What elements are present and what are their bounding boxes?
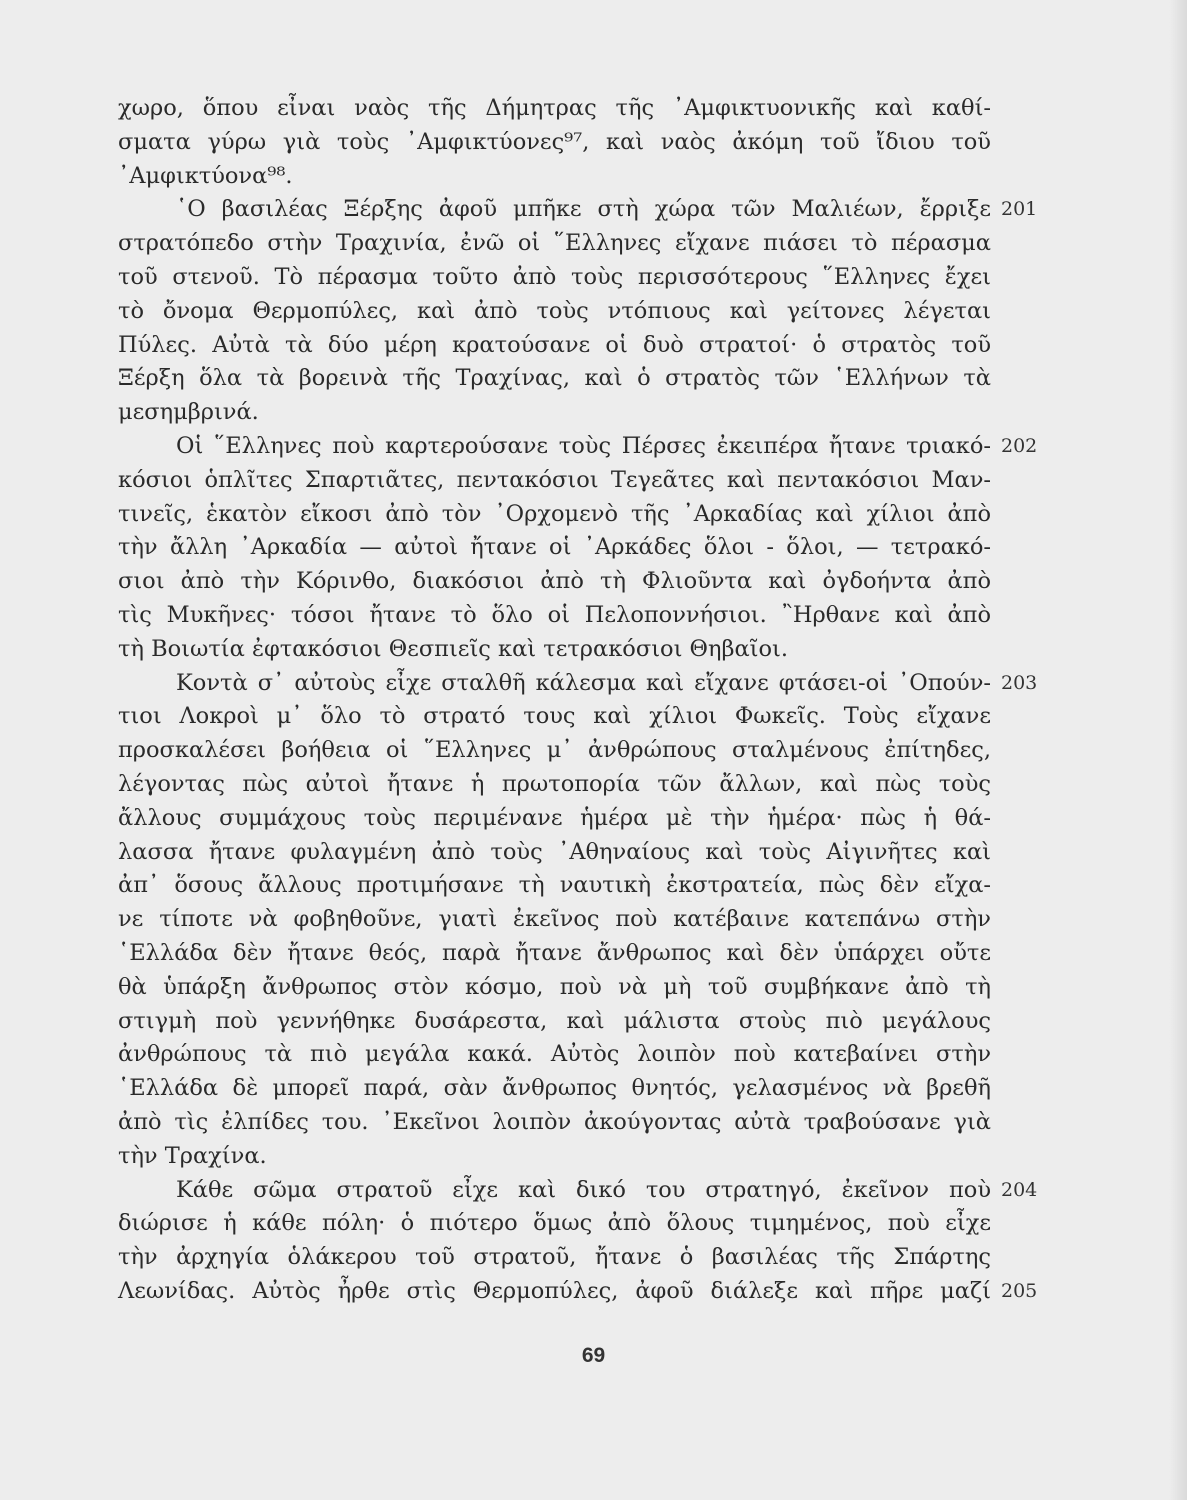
text-line-content: τοῦ στενοῦ. Τὸ πέρασμα τοῦτο ἀπὸ τοὺς περισσότερους ῞Ελληνες ἔχει xyxy=(118,263,991,290)
text-line-content: τὴν ἀρχηγία ὁλάκερου τοῦ στρατοῦ, ἤτανε ὁ βασιλέας τῆς Σπάρτης xyxy=(118,1244,991,1271)
text-line-content: Λεωνίδας. Αὐτὸς ἦρθε στὶς Θερμοπύλες, ἀφοῦ διάλεξε καὶ πῆρε μαζί xyxy=(118,1277,991,1304)
text-line-content: ἄλλους συμμάχους τοὺς περιμένανε ἡμέρα μὲ τὴν ἡμέρα· πὼς ἡ θά- xyxy=(118,804,991,831)
text-line-content: προσκαλέσει βοήθεια οἱ ῞Ελληνες μ᾿ ἀνθρώπους σταλμένους ἐπίτηδες, xyxy=(118,737,991,764)
text-line xyxy=(118,1072,991,1106)
text-line-content: ἀπὸ τὶς ἐλπίδες του. ᾿Εκεῖνοι λοιπὸν ἀκούγοντας αὐτὰ τραβούσανε γιὰ xyxy=(118,1108,991,1135)
text-line-content: ῾Ελλάδα δὲ μπορεῖ παρά, σὰν ἄνθρωπος θνητός, γελασμένος νὰ βρεθῆ xyxy=(118,1075,991,1102)
text-line xyxy=(118,160,991,194)
section-number: 202 xyxy=(1001,434,1038,457)
page-number: 69 xyxy=(581,1344,606,1367)
text-line-content: τινεῖς, ἑκατὸν εἴκοσι ἀπὸ τὸν ᾿Ορχομενὸ τῆς ᾿Αρκαδίας καὶ χίλιοι ἀπὸ xyxy=(118,500,991,527)
text-line-content: στιγμὴ ποὺ γεννήθηκε δυσάρεστα, καὶ μάλιστα στοὺς πιὸ μεγάλους xyxy=(118,1007,991,1034)
text-line-content: θὰ ὑπάρξη ἄνθρωπος στὸν κόσμο, ποὺ νὰ μὴ τοῦ συμβήκανε ἀπὸ τὴ xyxy=(118,973,991,1000)
text-line-content: ἀνθρώπους τὰ πιὸ μεγάλα κακά. Αὐτὸς λοιπὸν ποὺ κατεβαίνει στὴν xyxy=(118,1041,991,1068)
text-line xyxy=(118,700,991,734)
text-line-content: τὸ ὄνομα Θερμοπύλες, καὶ ἀπὸ τοὺς ντόπιους καὶ γείτονες λέγεται xyxy=(118,297,991,324)
text-line-content: σματα γύρω γιὰ τοὺς ᾿Αμφικτύονες⁹⁷, καὶ ναὸς ἀκόμη τοῦ ἴδιου τοῦ xyxy=(118,128,991,155)
text-line xyxy=(118,1005,991,1039)
section-number: 203 xyxy=(1001,671,1038,694)
text-line-content: μεσημβρινά. xyxy=(118,399,259,426)
text-line xyxy=(118,903,991,937)
text-line xyxy=(118,599,991,633)
text-line-content: ἀπ᾿ ὅσους ἄλλους προτιμήσανε τὴ ναυτικὴ ἐκστρατεία, πὼς δὲν εἴχα- xyxy=(118,872,991,899)
section-number: 204 xyxy=(1001,1178,1038,1201)
text-line xyxy=(118,329,991,363)
text-line-content: Ξέρξη ὅλα τὰ βορεινὰ τῆς Τραχίνας, καὶ ὁ στρατὸς τῶν ῾Ελλήνων τὰ xyxy=(118,365,991,392)
section-number: 205 xyxy=(1001,1279,1038,1302)
text-line xyxy=(118,937,991,971)
text-line xyxy=(118,1174,1038,1208)
text-line-content: λέγοντας πὼς αὐτοὶ ἤτανε ἡ πρωτοπορία τῶν ἄλλων, καὶ πὼς τοὺς xyxy=(118,770,991,797)
text-line xyxy=(118,193,1038,227)
text-line-content: νε τίποτε νὰ φοβηθοῦνε, γιατὶ ἐκεῖνος ποὺ κατέβαινε κατεπάνω στὴν xyxy=(118,906,991,933)
text-line xyxy=(118,261,991,295)
text-line-content: κόσιοι ὁπλῖτες Σπαρτιᾶτες, πεντακόσιοι Τεγεᾶτες καὶ πεντακόσιοι Μαν- xyxy=(118,466,991,493)
text-line-content: τὴ Βοιωτία ἐφτακόσιοι Θεσπιεῖς καὶ τετρακόσιοι Θηβαῖοι. xyxy=(118,635,789,662)
section-number: 201 xyxy=(1001,198,1038,221)
text-line xyxy=(118,1106,991,1140)
text-line-content: τὴν ἄλλη ᾿Αρκαδία — αὐτοὶ ἤτανε οἱ ᾿Αρκάδες ὅλοι - ὅλοι, — τετρακό- xyxy=(118,534,991,561)
text-line xyxy=(118,802,991,836)
text-line xyxy=(118,768,991,802)
text-line-content: Οἱ ῞Ελληνες ποὺ καρτερούσανε τοὺς Πέρσες ἐκειπέρα ἤτανε τριακό- xyxy=(176,432,991,459)
text-line-content: λασσα ἤτανε φυλαγμένη ἀπὸ τοὺς ᾿Αθηναίους καὶ τοὺς Αἰγινῆτες καὶ xyxy=(118,838,991,865)
text-line-content: στρατόπεδο στὴν Τραχινία, ἐνῶ οἱ ῞Ελληνες εἴχανε πιάσει τὸ πέρασμα xyxy=(118,230,991,257)
text-line xyxy=(118,1241,991,1275)
text-line xyxy=(118,498,991,532)
text-line xyxy=(118,430,1038,464)
text-line xyxy=(118,464,991,498)
text-line xyxy=(118,227,991,261)
text-line-content: Κοντὰ σ᾿ αὐτοὺς εἶχε σταλθῆ κάλεσμα καὶ εἴχανε φτάσει-οἱ ᾿Οπούν- xyxy=(176,669,991,696)
text-line xyxy=(118,836,991,870)
text-line-content: ῾Ο βασιλέας Ξέρξης ἀφοῦ μπῆκε στὴ χώρα τῶν Μαλιέων, ἔρριξε xyxy=(176,196,991,223)
text-line xyxy=(118,633,991,667)
text-line xyxy=(118,126,991,160)
text-line-content: τὴν Τραχίνα. xyxy=(118,1142,267,1169)
text-line xyxy=(118,734,991,768)
text-line-content: Πύλες. Αὐτὰ τὰ δύο μέρη κρατούσανε οἱ δυὸ στρατοί· ὁ στρατὸς τοῦ xyxy=(118,331,991,358)
text-line xyxy=(118,295,991,329)
text-line xyxy=(118,869,991,903)
text-line-content: χωρο, ὅπου εἶναι ναὸς τῆς Δήμητρας τῆς ᾿Αμφικτυονικῆς καὶ καθί- xyxy=(118,95,991,121)
text-line-content: διώρισε ἡ κάθε πόλη· ὁ πιότερο ὅμως ἀπὸ ὅλους τιμημένος, ποὺ εἶχε xyxy=(118,1210,991,1237)
text-line-content: ῾Ελλάδα δὲν ἤτανε θεός, παρὰ ἤτανε ἄνθρωπος καὶ δὲν ὑπάρχει οὔτε xyxy=(118,939,991,966)
text-line xyxy=(118,531,991,565)
text-line xyxy=(118,1038,991,1072)
text-line-content: τιοι Λοκροὶ μ᾿ ὅλο τὸ στρατό τους καὶ χίλιοι Φωκεῖς. Τοὺς εἴχανε xyxy=(118,703,991,730)
text-line-content: σιοι ἀπὸ τὴν Κόρινθο, διακόσιοι ἀπὸ τὴ Φλιοῦντα καὶ ὀγδοήντα ἀπὸ xyxy=(118,568,991,595)
text-line-content: τὶς Μυκῆνες· τόσοι ἤτανε τὸ ὅλο οἱ Πελοποννήσιοι. ῍Ηρθανε καὶ ἀπὸ xyxy=(118,601,991,628)
text-line xyxy=(118,565,991,599)
text-line-content: Κάθε σῶμα στρατοῦ εἶχε καὶ δικό του στρατηγό, ἐκεῖνον ποὺ xyxy=(176,1176,991,1203)
text-line xyxy=(118,396,991,430)
text-line xyxy=(118,1207,991,1241)
text-line xyxy=(118,1140,991,1174)
body-text xyxy=(118,92,1038,1309)
text-line-content: ᾿Αμφικτύονα⁹⁸. xyxy=(118,162,293,189)
text-line xyxy=(118,971,991,1005)
text-line xyxy=(118,362,991,396)
text-line xyxy=(118,667,1038,701)
text-line xyxy=(118,1275,1038,1309)
text-line xyxy=(118,92,991,126)
